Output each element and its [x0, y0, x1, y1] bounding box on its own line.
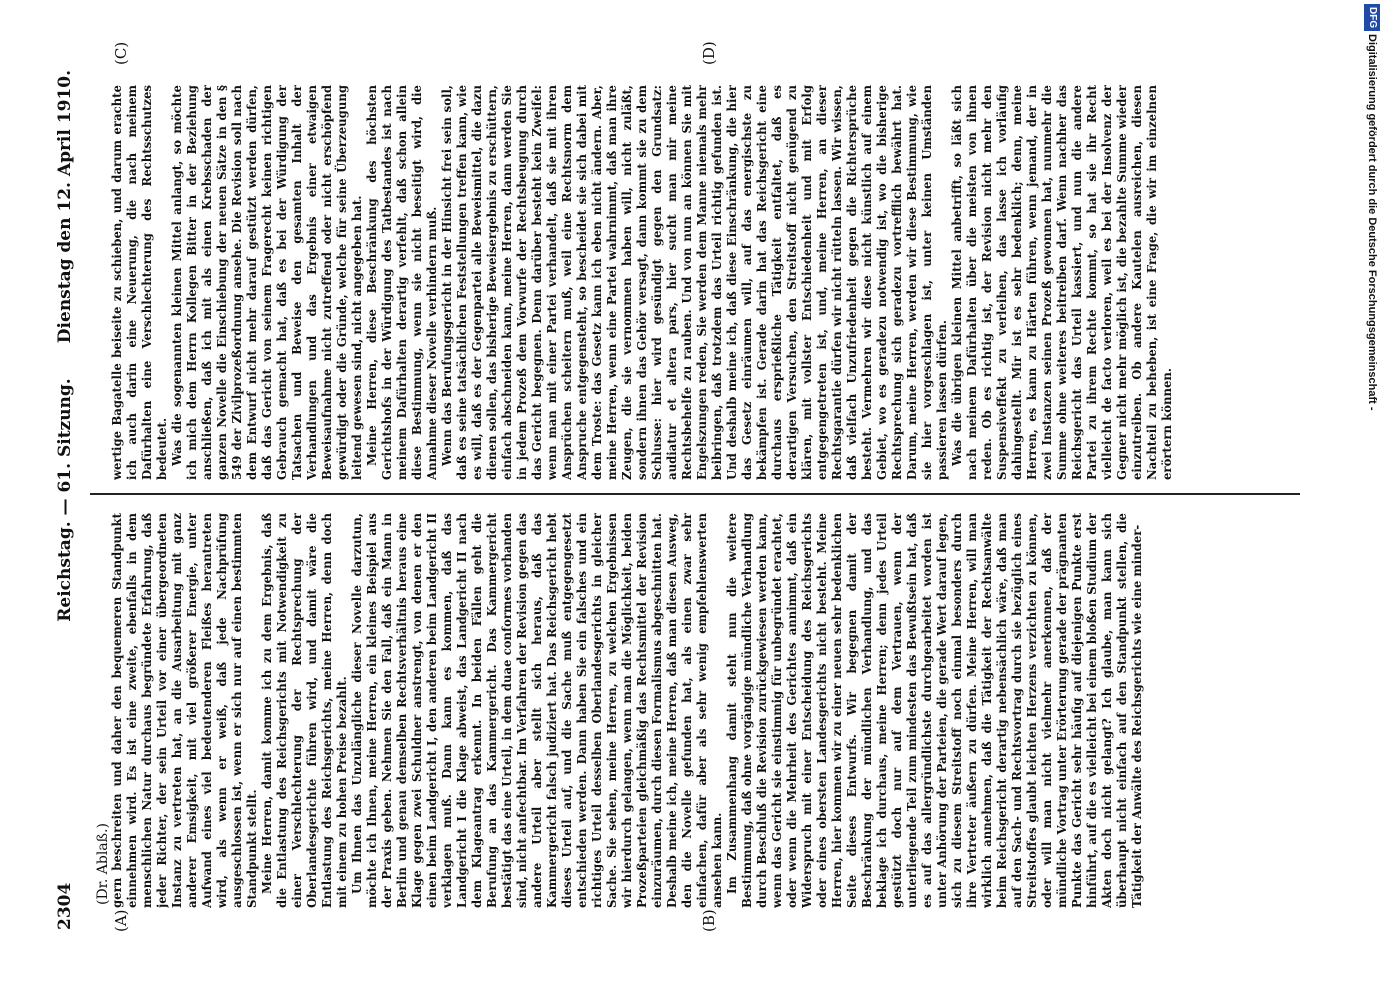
session-date: Dienstag den 12. April 1910.	[55, 70, 75, 344]
margin-marker-b: (B)	[700, 909, 718, 932]
paragraph: Um Ihnen das Unzulängliche dieser Novelle darzutun, möchte ich Ihnen, meine Herren, ein kleines Beispiel aus der Praxis geben. Nehmen Sie den Fall, daß ein Mann in Berlin und genau demselben Rechtsverhältnis heraus eine Klage gegen zwei Schuldner anstrengt, von denen er den einen beim Landgericht I, den anderen beim Landgericht II verklagen muß. Dann kann es kommen, daß das Landgericht I die Klage abweist, das Landgericht II nach dem Klageantrag erkennt. In beiden Fällen geht die Berufung an das Kammergericht. Das Kammergericht bestätigt das eine Urteil, in dem duae conformes vorhanden sind, nicht anfechtbar. Im Verfahren der Revision gegen das andere Urteil aber stellt sich heraus, daß das Kammergericht falsch judiziert hat. Das Reichsgericht hebt dieses Urteil auf, und die Sache muß entgegengesetzt entschieden werden. Dann haben Sie ein falsches und ein richtiges Urteil desselben Oberlandesgerichts in gleicher Sache. Sie sehen, meine Herren, zu welchen Ergebnissen wir hierdurch gelangen, wenn man die Möglichkeit, beiden Prozeßparteien gleichmäßig das Rechtsmittel der Revision einzuräumen, durch diesen Formalismus abgeschnitten hat. Deshalb meine ich, meine Herren, daß man diesen Ausweg, den die Novelle gefunden hat, als einen zwar sehr einfachen, dafür aber als sehr wenig empfehlenswerten ansehen kann.	[350, 513, 724, 908]
paragraph: Meine Herren, diese Beschränkung des höchsten Gerichtshofs in der Würdigung des Tatbestandes ist nach meinem Dafürhalten derartig verfehlt, daß schon allein diese Bestimmung, wenn sie nicht beseitigt wird, die Annahme dieser Novelle verhindern muß.	[365, 85, 439, 480]
paragraph: Wenn das Berufungsgericht in der Hinsicht frei sein soll, daß es seine tatsächlichen Feststellungen treffen kann, wie es will, daß es der Gegenpartei alle Beweismittel, die dazu dienen sollen, das bisherige Beweisergebnis zu erschüttern, einfach abschneiden kann, meine Herren, dann werden Sie in jedem Prozeß dem Vorwurfe der Rechtsbeugung durch das Gericht begegnen. Denn darüber besteht kein Zweifel: wenn man mit einer Partei verhandelt, daß sie mit ihren Ansprüchen scheitern muß, weil eine Rechtsnorm dem Anspruche entgegensteht, so bescheidet sie sich dabei mit dem Troste: das Gesetz kann ich eben nicht ändern. Aber, meine Herren, wenn eine Partei wahrnimmt, daß man ihre Zeugen, die sie vernommen haben will, nicht zuläßt, sondern ihnen das Gehör versagt, dann kommt sie zu dem Schlusse: hier wird gesündigt gegen den Grundsatz: audiatur et altera pars, hier sucht man mir meine Rechtsbehelfe zu rauben. Und von nun an können Sie mit Engelszungen reden, Sie werden dem Manne niemals mehr beibringen, daß trotzdem das Urteil richtig gefunden ist. Und deshalb meine ich, daß diese Einschränkung, die hier das Gesetz einräumen will, auf das energischste zu bekämpfen ist. Gerade darin hat das Reichsgericht eine durchaus ersprießliche Tätigkeit entfaltet, daß es derartigen Versuchen, den Streitstoff nicht genügend zu klären, mit vollster Entschiedenheit und mit Erfolg entgegengetreten ist, und, meine Herren, an dieser Rechtsgarantie dürfen wir nicht rütteln lassen. Wir wissen, daß vielfach Unzufriedenheit gegen die Richtersprüche besteht. Vermehren wir diese nicht künstlich auf einem Gebiet, wo es geradezu notwendig ist, wo die bisherige Rechtsprechung sich geradezu vortrefflich bewährt hat. Darum, meine Herren, werden wir diese Bestimmung, wie sie hier vorgeschlagen ist, unter keinen Umständen passieren lassen dürfen.	[440, 85, 949, 480]
column-divider	[90, 493, 1300, 495]
margin-marker-a: (A)	[112, 909, 130, 932]
dfg-logo: DFG	[1364, 4, 1380, 31]
page-header	[55, 70, 83, 930]
paragraph: Was die sogenannten kleinen Mittel anlangt, so möchte ich mich dem Herrn Kollegen Bitter in der Beziehung anschließen, daß ich mit als einen Krebsschaden der ganzen Novelle die Einschiebung der neuen Sätze in den § 549 der Zivilprozeßordnung ansehe. Die Revision soll nach dem Entwurf nicht mehr darauf gestützt werden dürfen, daß das Gericht von seinem Fragerecht keinen richtigen Gebrauch gemacht hat, daß es bei der Würdigung der Tatsachen und Beweise den gesamten Inhalt der Verhandlungen und das Ergebnis einer etwaigen Beweisaufnahme nicht zutreffend oder nicht erschöpfend gewürdigt oder die Gründe, welche für seine Überzeugung leitend gewesen sind, nicht angegeben hat.	[170, 85, 364, 480]
margin-marker-d: (D)	[700, 41, 718, 65]
digitization-credit	[1361, 0, 1383, 1000]
session-title: Reichstag. — 61. Sitzung.	[55, 378, 75, 622]
paragraph: gern beschreiten und daher den bequemeren Standpunkt einnehmen wird. Es ist eine zweite, ebenfalls in dem menschlichen Natur durchaus begründete Erfahrung, daß jeder Richter, der sein Urteil vor einer übergeordneten Instanz zu vertreten hat, an die Ausarbeitung mit ganz anderer Emsigkeit, mit viel größerer Energie, unter Aufwand eines viel bedeutenderen Fleißes herantreten wird, als wenn er weiß, daß jede Nachprüfung ausgeschlossen ist, wenn er sich nur auf einen bestimmten Standpunkt stellt.	[110, 513, 259, 908]
speaker-name: (Dr. Ablaß.)	[95, 823, 111, 905]
paragraph: Im Zusammenhang damit steht nun die weitere Bestimmung, daß ohne vorgängige mündliche Verhandlung durch Beschluß die Revision zurückgewiesen werden kann, wenn das Gericht sie einstimmig für unbegründet erachtet, oder wenn die Mehrheit des Gerichtes annimmt, daß ein Widerspruch mit einer Entscheidung des Reichsgerichts oder eines obersten Landesgerichts nicht besteht. Meine Herren, hier kommen wir zu einer neuen sehr bedenklichen Seite dieses Entwurfs. Wir begegnen damit der Beschränkung der mündlichen Verhandlung, und das beklage ich durchaus, meine Herren; denn jedes Urteil gestützt doch nur auf dem Vertrauen, wenn der unterliegende Teil zum mindesten das Bewußtsein hat, daß es auf das allergründlichste durchgearbeitet worden ist unter Anhörung der Parteien, die gerade Wert darauf legen, sich zu diesem Streitstoff noch einmal besonders durch ihre Vertreter äußern zu dürfen. Meine Herren, will man wirklich annehmen, daß die Tätigkeit der Rechtsanwälte beim Reichsgericht derartig nebensächlich wäre, daß man auf den Sach- und Rechtsvortrag durch sie bezüglich eines Streitstoffes glaubt leichten Herzens verzichten zu können, oder will man nicht vielmehr anerkennen, daß der mündliche Vortrag unter Erörterung gerade der prägnanten Punkte das Gericht sehr häufig auf diejenigen Punkte erst hinführt, auf die es vielleicht bei einem bloßen Studium der Akten doch nicht gelangt? Ich glaube, man kann sich überhaupt nicht einfach auf den Standpunkt stellen, die Tätigkeit der Anwälte des Reichsgerichts wie eine minder-	[725, 513, 1144, 908]
margin-marker-c: (C)	[112, 41, 130, 65]
paragraph: Was die übrigen kleinen Mittel anbetrifft, so läßt sich nach meinem Dafürhalten über die meisten von ihnen reden. Ob es richtig ist, der Revision nicht mehr den Suspensiveffekt zu verleihen, das lasse ich vorläufig dahingestellt. Mir ist es sehr bedenklich; denn, meine Herren, es kann zu Härten führen, wenn jemand, der in zwei Instanzen seinen Prozeß gewonnen hat, nunmehr die Summe ohne weiteres beitreiben darf. Wenn nachher das Reichsgericht das Urteil kassiert, und nun die andere Partei zu ihrem Rechte kommt, so hat sie ihr Recht vielleicht de facto verloren, weil es bei der Insolvenz der Gegner nicht mehr möglich ist, die bezahlte Summe wieder einzutreiben. Ob andere Kautelen ausreichen, diesen Nachteil zu beheben, ist eine Frage, die wir im einzelnen erörtern können.	[950, 85, 1174, 480]
paragraph: Meine Herren, damit komme ich zu dem Ergebnis, daß die Entlastung des Reichsgerichts mit Notwendigkeit zu einer Verschlechterung der Rechtsprechung der Oberlandesgerichte führen wird, und damit wäre die Entlastung des Reichsgerichts, meine Herren, denn doch mit einem zu hohen Preise bezahlt.	[260, 513, 349, 908]
right-text-column	[110, 85, 1290, 480]
credit-text: Digitalisierung gefördert durch die Deutsche Forschungsgemeinschaft -	[1366, 34, 1378, 411]
left-text-column	[110, 513, 1290, 908]
paragraph: wertige Bagatelle beiseite zu schieben, und darum erachte ich auch darin eine Neuerung, die nach meinem Dafürhalten eine Verschlechterung des Rechtsschutzes bedeutet.	[110, 85, 169, 480]
page-number: 2304	[55, 882, 75, 930]
